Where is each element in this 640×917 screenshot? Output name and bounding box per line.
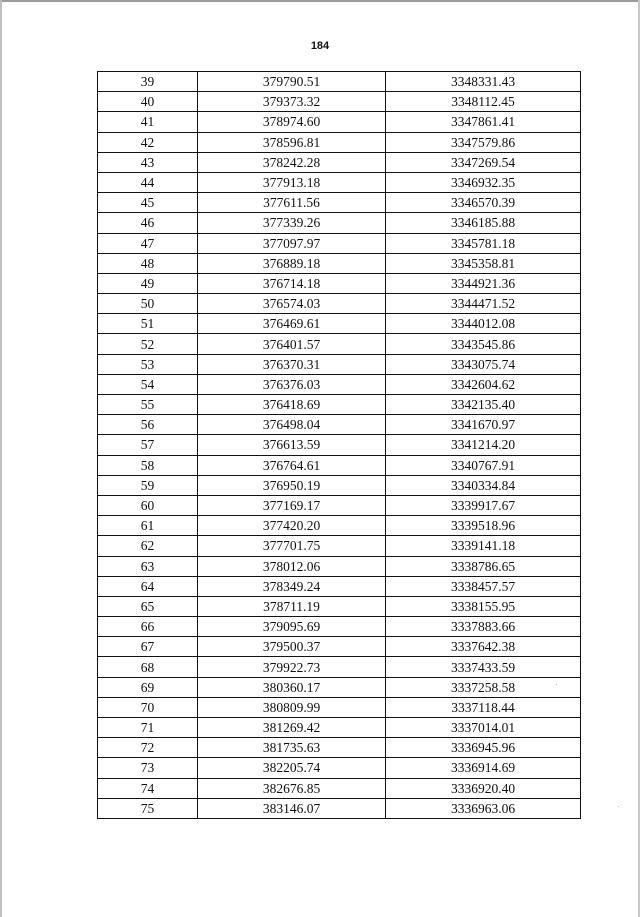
point-number-cell: 72 bbox=[98, 738, 198, 758]
y-coordinate-cell: 3344471.52 bbox=[386, 294, 581, 314]
x-coordinate-cell: 378596.81 bbox=[198, 132, 386, 152]
x-coordinate-cell: 381735.63 bbox=[198, 738, 386, 758]
scan-speck bbox=[556, 684, 557, 685]
x-coordinate-cell: 377339.26 bbox=[198, 213, 386, 233]
point-number-cell: 54 bbox=[98, 374, 198, 394]
point-number-cell: 66 bbox=[98, 617, 198, 637]
point-number-cell: 41 bbox=[98, 112, 198, 132]
point-number-cell: 46 bbox=[98, 213, 198, 233]
table-row bbox=[98, 637, 581, 657]
point-number-cell: 56 bbox=[98, 415, 198, 435]
x-coordinate-cell: 380809.99 bbox=[198, 697, 386, 717]
x-coordinate-cell: 378349.24 bbox=[198, 576, 386, 596]
point-number-cell: 75 bbox=[98, 798, 198, 818]
x-coordinate-cell: 376418.69 bbox=[198, 395, 386, 415]
x-coordinate-cell: 378974.60 bbox=[198, 112, 386, 132]
x-coordinate-cell: 378012.06 bbox=[198, 556, 386, 576]
coordinate-table bbox=[97, 71, 581, 819]
point-number-cell: 63 bbox=[98, 556, 198, 576]
x-coordinate-cell: 377420.20 bbox=[198, 516, 386, 536]
x-coordinate-cell: 379922.73 bbox=[198, 657, 386, 677]
point-number-cell: 62 bbox=[98, 536, 198, 556]
table-row bbox=[98, 92, 581, 112]
point-number-cell: 51 bbox=[98, 314, 198, 334]
table-row bbox=[98, 738, 581, 758]
point-number-cell: 73 bbox=[98, 758, 198, 778]
table-row bbox=[98, 374, 581, 394]
y-coordinate-cell: 3344921.36 bbox=[386, 273, 581, 293]
x-coordinate-cell: 377701.75 bbox=[198, 536, 386, 556]
point-number-cell: 57 bbox=[98, 435, 198, 455]
table-row bbox=[98, 778, 581, 798]
y-coordinate-cell: 3337433.59 bbox=[386, 657, 581, 677]
table-row bbox=[98, 516, 581, 536]
y-coordinate-cell: 3338155.95 bbox=[386, 596, 581, 616]
x-coordinate-cell: 382676.85 bbox=[198, 778, 386, 798]
page-number: 184 bbox=[310, 40, 330, 52]
x-coordinate-cell: 379790.51 bbox=[198, 72, 386, 92]
y-coordinate-cell: 3340334.84 bbox=[386, 475, 581, 495]
x-coordinate-cell: 379500.37 bbox=[198, 637, 386, 657]
y-coordinate-cell: 3345781.18 bbox=[386, 233, 581, 253]
point-number-cell: 60 bbox=[98, 495, 198, 515]
y-coordinate-cell: 3339518.96 bbox=[386, 516, 581, 536]
y-coordinate-cell: 3337014.01 bbox=[386, 718, 581, 738]
x-coordinate-cell: 376370.31 bbox=[198, 354, 386, 374]
y-coordinate-cell: 3347269.54 bbox=[386, 152, 581, 172]
table-row bbox=[98, 233, 581, 253]
y-coordinate-cell: 3337258.58 bbox=[386, 677, 581, 697]
x-coordinate-cell: 382205.74 bbox=[198, 758, 386, 778]
point-number-cell: 69 bbox=[98, 677, 198, 697]
table-row bbox=[98, 455, 581, 475]
y-coordinate-cell: 3342604.62 bbox=[386, 374, 581, 394]
point-number-cell: 45 bbox=[98, 193, 198, 213]
point-number-cell: 39 bbox=[98, 72, 198, 92]
table-row bbox=[98, 495, 581, 515]
table-row bbox=[98, 576, 581, 596]
point-number-cell: 61 bbox=[98, 516, 198, 536]
table-row bbox=[98, 435, 581, 455]
x-coordinate-cell: 376889.18 bbox=[198, 253, 386, 273]
x-coordinate-cell: 378711.19 bbox=[198, 596, 386, 616]
table-row bbox=[98, 677, 581, 697]
table-row bbox=[98, 152, 581, 172]
table-row bbox=[98, 334, 581, 354]
x-coordinate-cell: 376498.04 bbox=[198, 415, 386, 435]
y-coordinate-cell: 3348331.43 bbox=[386, 72, 581, 92]
table-row bbox=[98, 718, 581, 738]
point-number-cell: 43 bbox=[98, 152, 198, 172]
x-coordinate-cell: 376764.61 bbox=[198, 455, 386, 475]
table-row bbox=[98, 172, 581, 192]
x-coordinate-cell: 379373.32 bbox=[198, 92, 386, 112]
point-number-cell: 47 bbox=[98, 233, 198, 253]
y-coordinate-cell: 3340767.91 bbox=[386, 455, 581, 475]
point-number-cell: 59 bbox=[98, 475, 198, 495]
y-coordinate-cell: 3336914.69 bbox=[386, 758, 581, 778]
table-row bbox=[98, 475, 581, 495]
table-row bbox=[98, 132, 581, 152]
table-row bbox=[98, 556, 581, 576]
x-coordinate-cell: 376613.59 bbox=[198, 435, 386, 455]
y-coordinate-cell: 3337118.44 bbox=[386, 697, 581, 717]
x-coordinate-cell: 383146.07 bbox=[198, 798, 386, 818]
point-number-cell: 42 bbox=[98, 132, 198, 152]
point-number-cell: 65 bbox=[98, 596, 198, 616]
table-row bbox=[98, 314, 581, 334]
y-coordinate-cell: 3347579.86 bbox=[386, 132, 581, 152]
x-coordinate-cell: 377611.56 bbox=[198, 193, 386, 213]
table-row bbox=[98, 415, 581, 435]
point-number-cell: 55 bbox=[98, 395, 198, 415]
point-number-cell: 58 bbox=[98, 455, 198, 475]
point-number-cell: 52 bbox=[98, 334, 198, 354]
x-coordinate-cell: 380360.17 bbox=[198, 677, 386, 697]
x-coordinate-cell: 377913.18 bbox=[198, 172, 386, 192]
point-number-cell: 44 bbox=[98, 172, 198, 192]
y-coordinate-cell: 3344012.08 bbox=[386, 314, 581, 334]
y-coordinate-cell: 3341214.20 bbox=[386, 435, 581, 455]
point-number-cell: 64 bbox=[98, 576, 198, 596]
point-number-cell: 74 bbox=[98, 778, 198, 798]
table-row bbox=[98, 112, 581, 132]
x-coordinate-cell: 379095.69 bbox=[198, 617, 386, 637]
x-coordinate-cell: 376401.57 bbox=[198, 334, 386, 354]
y-coordinate-cell: 3337883.66 bbox=[386, 617, 581, 637]
point-number-cell: 67 bbox=[98, 637, 198, 657]
x-coordinate-cell: 377097.97 bbox=[198, 233, 386, 253]
y-coordinate-cell: 3346932.35 bbox=[386, 172, 581, 192]
table-row bbox=[98, 596, 581, 616]
point-number-cell: 53 bbox=[98, 354, 198, 374]
point-number-cell: 50 bbox=[98, 294, 198, 314]
scan-edge-top bbox=[0, 0, 640, 2]
coordinate-table-body bbox=[98, 72, 581, 819]
y-coordinate-cell: 3338457.57 bbox=[386, 576, 581, 596]
point-number-cell: 49 bbox=[98, 273, 198, 293]
table-row bbox=[98, 536, 581, 556]
point-number-cell: 68 bbox=[98, 657, 198, 677]
table-row bbox=[98, 798, 581, 818]
y-coordinate-cell: 3342135.40 bbox=[386, 395, 581, 415]
scan-edge-left bbox=[0, 0, 2, 917]
table-row bbox=[98, 273, 581, 293]
y-coordinate-cell: 3338786.65 bbox=[386, 556, 581, 576]
x-coordinate-cell: 376714.18 bbox=[198, 273, 386, 293]
x-coordinate-cell: 376469.61 bbox=[198, 314, 386, 334]
x-coordinate-cell: 376950.19 bbox=[198, 475, 386, 495]
table-row bbox=[98, 213, 581, 233]
table-row bbox=[98, 294, 581, 314]
table-row bbox=[98, 758, 581, 778]
y-coordinate-cell: 3336920.40 bbox=[386, 778, 581, 798]
table-row bbox=[98, 354, 581, 374]
x-coordinate-cell: 376574.03 bbox=[198, 294, 386, 314]
point-number-cell: 40 bbox=[98, 92, 198, 112]
y-coordinate-cell: 3346185.88 bbox=[386, 213, 581, 233]
y-coordinate-cell: 3345358.81 bbox=[386, 253, 581, 273]
x-coordinate-cell: 381269.42 bbox=[198, 718, 386, 738]
y-coordinate-cell: 3343075.74 bbox=[386, 354, 581, 374]
y-coordinate-cell: 3337642.38 bbox=[386, 637, 581, 657]
y-coordinate-cell: 3339917.67 bbox=[386, 495, 581, 515]
point-number-cell: 71 bbox=[98, 718, 198, 738]
x-coordinate-cell: 378242.28 bbox=[198, 152, 386, 172]
point-number-cell: 70 bbox=[98, 697, 198, 717]
table-row bbox=[98, 395, 581, 415]
table-row bbox=[98, 253, 581, 273]
y-coordinate-cell: 3346570.39 bbox=[386, 193, 581, 213]
x-coordinate-cell: 377169.17 bbox=[198, 495, 386, 515]
scan-speck bbox=[618, 806, 619, 807]
table-row bbox=[98, 617, 581, 637]
table-row bbox=[98, 697, 581, 717]
y-coordinate-cell: 3339141.18 bbox=[386, 536, 581, 556]
x-coordinate-cell: 376376.03 bbox=[198, 374, 386, 394]
y-coordinate-cell: 3347861.41 bbox=[386, 112, 581, 132]
y-coordinate-cell: 3341670.97 bbox=[386, 415, 581, 435]
point-number-cell: 48 bbox=[98, 253, 198, 273]
table-row bbox=[98, 193, 581, 213]
y-coordinate-cell: 3336963.06 bbox=[386, 798, 581, 818]
y-coordinate-cell: 3343545.86 bbox=[386, 334, 581, 354]
table-row bbox=[98, 657, 581, 677]
y-coordinate-cell: 3336945.96 bbox=[386, 738, 581, 758]
y-coordinate-cell: 3348112.45 bbox=[386, 92, 581, 112]
table-row bbox=[98, 72, 581, 92]
